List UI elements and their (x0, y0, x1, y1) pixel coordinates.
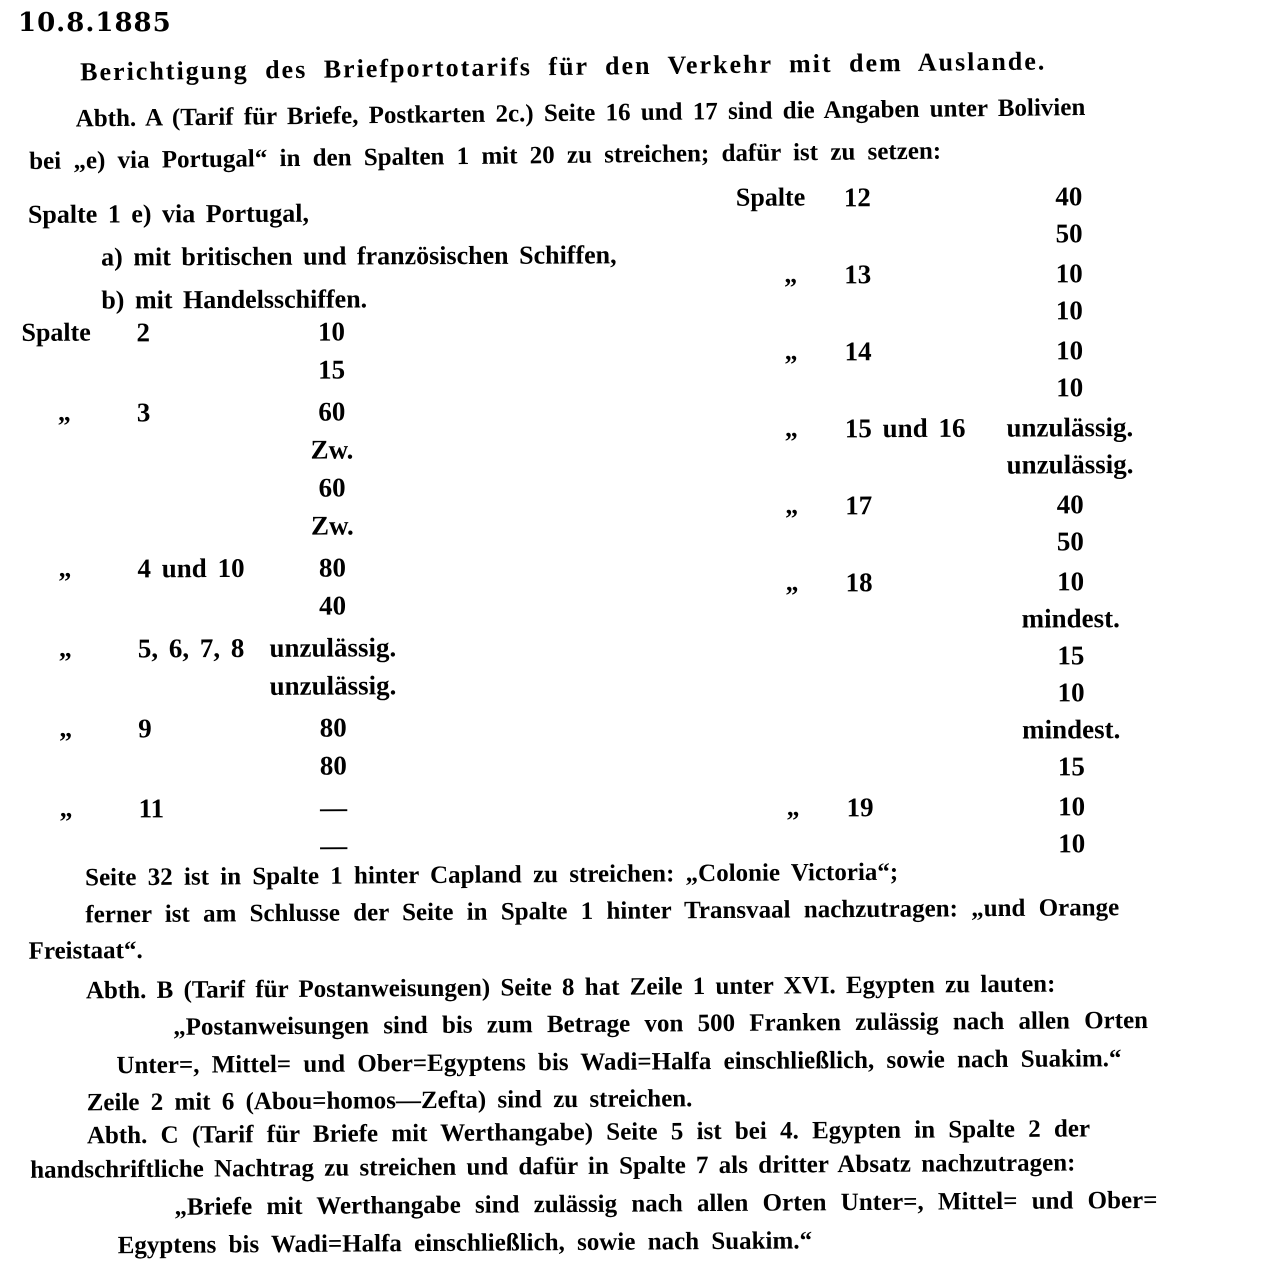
table-row (23, 670, 398, 710)
ditto-mark: „ (784, 259, 798, 289)
row-value: 10 (317, 316, 346, 347)
row-columns-spacer (846, 604, 1006, 605)
table-row (737, 449, 1135, 488)
row-columns: 17 (845, 490, 873, 521)
row-value: Zw. (310, 510, 354, 541)
intro-line-1: Abth. A (Tarif für Briefe, Postkarten 2c.) Seite 16 und 17 sind die Angaben unter Bolivien (75, 94, 1086, 133)
row-value: — (320, 830, 348, 861)
row-value: 15 (1057, 751, 1085, 782)
table-row-group (737, 412, 1135, 488)
paragraph-line: Abth. B (Tarif für Postanweisungen) Seite 8 hat Zeile 1 unter XVI. Egypten zu lauten: (85, 970, 1056, 1005)
table-row-group (736, 335, 1134, 411)
row-columns-spacer (137, 435, 267, 436)
row-columns-spacer (137, 355, 267, 356)
row-columns: 14 (844, 336, 872, 367)
table-row-group (21, 316, 396, 394)
paragraph-line: Abth. C (Tarif für Briefe mit Werthangabe) Seite 5 ist bei 4. Egypten in Spalte 2 der (86, 1115, 1091, 1150)
ditto-mark: „ (58, 633, 72, 663)
table-row (22, 354, 397, 394)
table-row-group (23, 712, 398, 790)
row-label-spacer (22, 355, 137, 356)
row-value: 10 (1057, 791, 1086, 822)
tariff-table-right-column (735, 181, 1216, 859)
row-value: 10 (1058, 828, 1086, 859)
row-columns: 4 und 10 (137, 552, 245, 584)
table-row (738, 603, 1136, 642)
row-value: 10 (1055, 295, 1083, 326)
table-row (22, 472, 397, 512)
left-column-subitem-a: a) mit britischen und französischen Schiffen, (101, 240, 617, 272)
row-value: 50 (1056, 526, 1084, 557)
row-columns-spacer (846, 641, 1006, 642)
row-columns-spacer (846, 678, 1006, 679)
row-label-spacer (23, 751, 138, 752)
table-row (22, 552, 397, 592)
table-row (22, 434, 397, 474)
row-value: 40 (319, 590, 347, 621)
row-value: Zw. (310, 434, 354, 465)
table-row (737, 566, 1135, 605)
table-row-group (736, 181, 1134, 257)
table-row-group (22, 396, 398, 550)
table-row-group (22, 552, 397, 630)
date-stamp: 10.8.1885 (18, 8, 172, 38)
row-value: mindest. (1021, 603, 1120, 634)
table-row (736, 218, 1134, 257)
row-columns-spacer (845, 373, 1005, 374)
row-value: 40 (1056, 489, 1084, 520)
row-value: 50 (1055, 218, 1083, 249)
ditto-mark: „ (784, 336, 798, 366)
row-value: unzulässig. (1006, 449, 1134, 480)
left-column-subitem-b: b) mit Handelsschiffen. (101, 284, 368, 315)
ditto-mark: „ (784, 413, 798, 443)
table-row (737, 412, 1135, 451)
row-columns-spacer (847, 829, 1007, 830)
row-columns: 11 (138, 793, 165, 824)
table-row (23, 712, 398, 752)
table-row (737, 489, 1135, 528)
row-columns: 19 (846, 792, 874, 823)
paragraph-line: Egyptens bis Wadi=Halfa einschließlich, sowie nach Suakim.“ (117, 1227, 813, 1260)
row-columns-spacer (138, 671, 268, 672)
ditto-mark: „ (785, 567, 799, 597)
paragraph-line: Zeile 2 mit 6 (Abou=homos—Zefta) sind zu streichen. (86, 1085, 693, 1117)
row-columns-spacer (846, 715, 1006, 716)
table-row (738, 677, 1136, 716)
table-row (738, 791, 1136, 830)
ditto-mark: „ (58, 553, 72, 583)
paragraph-line: „Postanweisungen sind bis zum Betrage von 500 Franken zulässig nach allen Orten (173, 1006, 1149, 1041)
ditto-mark: „ (785, 490, 799, 520)
table-row (738, 640, 1136, 679)
table-row-group (737, 566, 1136, 790)
row-label-spacer (22, 435, 137, 436)
row-value: unzulässig. (1006, 412, 1134, 443)
row-value: 40 (1055, 181, 1083, 212)
row-label-spacer (24, 831, 139, 832)
document-title: Berichtigung des Briefportotarifs für den Verkehr mit dem Auslande. (80, 46, 1047, 87)
paragraph-line: „Briefe mit Werthangabe sind zulässig nach allen Orten Unter=, Mittel= und Ober= (174, 1186, 1158, 1221)
paragraph-line: handschriftliche Nachtrag zu streichen und dafür in Spalte 7 als dritter Absatz nachzutragen: (30, 1149, 1076, 1184)
table-row (22, 510, 397, 550)
amendment-paragraphs (0, 853, 1261, 1282)
ditto-mark: „ (786, 792, 800, 822)
row-value: 15 (318, 354, 346, 385)
table-row-group (23, 792, 398, 870)
row-columns: 9 (138, 713, 152, 744)
paragraph-line: Freistaat“. (28, 937, 143, 965)
table-row (737, 372, 1135, 411)
table-row (736, 181, 1134, 220)
row-value: mindest. (1021, 714, 1121, 745)
table-row (23, 792, 398, 832)
paragraph-line: Unter=, Mittel= und Ober=Egyptens bis Wadi=Halfa einschließlich, sowie nach Suakim.“ (116, 1045, 1122, 1080)
ditto-mark: „ (57, 397, 71, 427)
right-column-rows (736, 181, 1137, 867)
row-columns-spacer (138, 751, 268, 752)
table-row (22, 396, 397, 436)
row-label: Spalte (21, 317, 91, 347)
ditto-mark: „ (59, 713, 73, 743)
row-columns: 15 und 16 (844, 412, 966, 444)
row-columns-spacer (844, 219, 1004, 220)
row-value: 10 (1055, 258, 1083, 289)
table-row (737, 526, 1135, 565)
table-row-group (737, 489, 1135, 565)
row-columns-spacer (845, 527, 1005, 528)
row-columns-spacer (139, 831, 269, 832)
paragraph-line: Seite 32 ist in Spalte 1 hinter Capland zu streichen: „Colonie Victoria“; (85, 858, 899, 892)
table-row-group (23, 632, 398, 710)
row-columns: 3 (136, 397, 151, 428)
row-columns-spacer (137, 511, 267, 512)
tariff-table-left-column (21, 197, 661, 861)
row-value: unzulässig. (269, 670, 397, 701)
row-label: Spalte (735, 182, 806, 212)
row-label-spacer (23, 671, 138, 672)
row-value: 10 (1056, 372, 1084, 403)
ditto-mark: „ (59, 793, 73, 823)
intro-line-2: bei „e) via Portugal“ in den Spalten 1 mit 20 zu streichen; dafür ist zu setzen: (29, 137, 942, 175)
row-columns: 5, 6, 7, 8 (137, 632, 245, 664)
row-columns-spacer (138, 591, 268, 592)
row-value: 10 (1056, 566, 1085, 597)
row-label-spacer (23, 591, 138, 592)
row-label-spacer (22, 473, 137, 474)
row-value: — (319, 792, 348, 823)
row-value: unzulässig. (269, 632, 397, 663)
table-row (736, 258, 1134, 297)
row-value: 15 (1057, 640, 1085, 671)
left-column-header: Spalte 1 e) via Portugal, (27, 198, 310, 229)
row-value: 10 (1055, 335, 1084, 366)
row-columns: 2 (136, 317, 151, 348)
row-columns-spacer (844, 296, 1004, 297)
row-columns: 12 (843, 182, 871, 213)
row-columns-spacer (845, 450, 1005, 451)
row-columns: 18 (845, 567, 873, 598)
table-row (21, 316, 396, 356)
row-value: 60 (318, 472, 346, 503)
row-value: 80 (319, 712, 347, 743)
table-row (738, 751, 1136, 790)
table-row (23, 750, 398, 790)
row-columns-spacer (846, 752, 1006, 753)
table-row-group (736, 258, 1134, 334)
row-value: 60 (318, 396, 346, 427)
row-label-spacer (22, 511, 137, 512)
table-row (738, 714, 1136, 753)
left-column-rows (21, 316, 398, 870)
table-row (23, 632, 398, 672)
paragraph-line: ferner ist am Schlusse der Seite in Spalte 1 hinter Transvaal nachzutragen: „und Orange (85, 894, 1120, 929)
row-value: 10 (1057, 677, 1085, 708)
table-row (23, 590, 398, 630)
table-row (736, 335, 1134, 374)
table-row (736, 295, 1134, 334)
row-value: 80 (319, 750, 347, 781)
row-columns: 13 (844, 259, 872, 290)
row-columns-spacer (137, 473, 267, 474)
row-value: 80 (318, 552, 347, 583)
